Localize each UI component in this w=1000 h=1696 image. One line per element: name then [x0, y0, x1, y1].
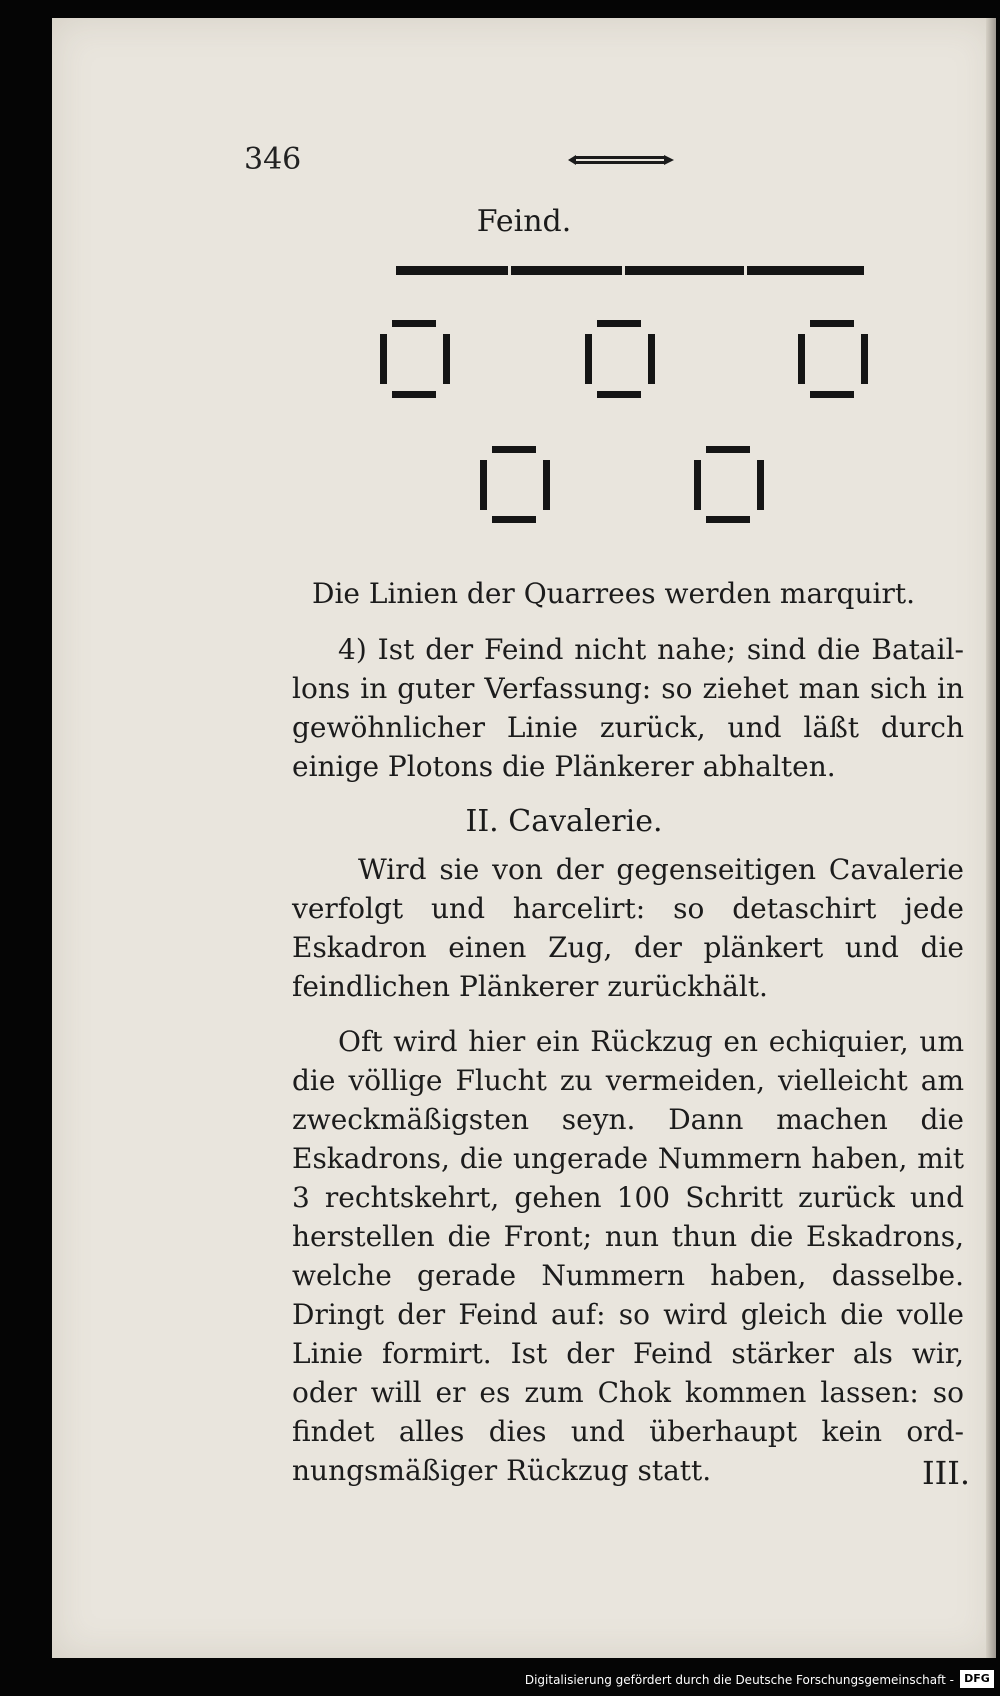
quarree-4 — [480, 446, 550, 523]
catchword: III. — [922, 1454, 971, 1492]
quarree-2 — [585, 320, 655, 398]
book-page — [52, 18, 996, 1658]
paragraph-retreat: Oft wird hier ein Rückzug en echiquier, um die völlige Flucht zu vermeiden, vielleicht am zweckmäßigsten seyn. Dann machen die Eskadrons, die ungerade Nummern haben, mit 3 rechtskehrt, gehen 100 Schritt zurück und herstellen die Front; nun thun die Eskadrons, welche gerade Nummern haben, dasselbe. Dringt der Feind auf: so wird gleich die volle Linie formirt. Ist der Feind stärker als wir, oder will er es zum Chok kommen lassen: so findet alles dies und überhaupt kein ordnungsmäßiger Rückzug statt. — [292, 1025, 964, 1487]
quarree-1 — [380, 320, 450, 398]
quarree-3 — [798, 320, 868, 398]
diagram-heading: Feind. — [476, 204, 572, 239]
quarree-5 — [694, 446, 764, 523]
paragraph-4: 4) Ist der Feind nicht nahe; sind die Bataillons in guter Verfassung: so ziehet man sich in gewöhnlicher Linie zurück, und läßt durch einige Plotons die Plänkerer abhalten. — [292, 633, 964, 783]
paragraph-cavalerie: Wird sie von der gegenseitigen Cavalerie verfolgt und harcelirt: so detaschirt jede Eskadron einen Zug, der plänkert und die feindlichen Plänkerer zurückhält. — [292, 853, 964, 1003]
diagram-caption: Die Linien der Quarrees werden marquirt. — [312, 577, 915, 610]
page-number: 346 — [244, 142, 302, 177]
dfg-logo: DFG — [960, 1670, 994, 1688]
section-title-cavalerie: II. Cavalerie. — [465, 804, 663, 839]
digitization-credit: Digitalisierung gefördert durch die Deutsche Forschungsgemeinschaft - — [524, 1673, 954, 1687]
